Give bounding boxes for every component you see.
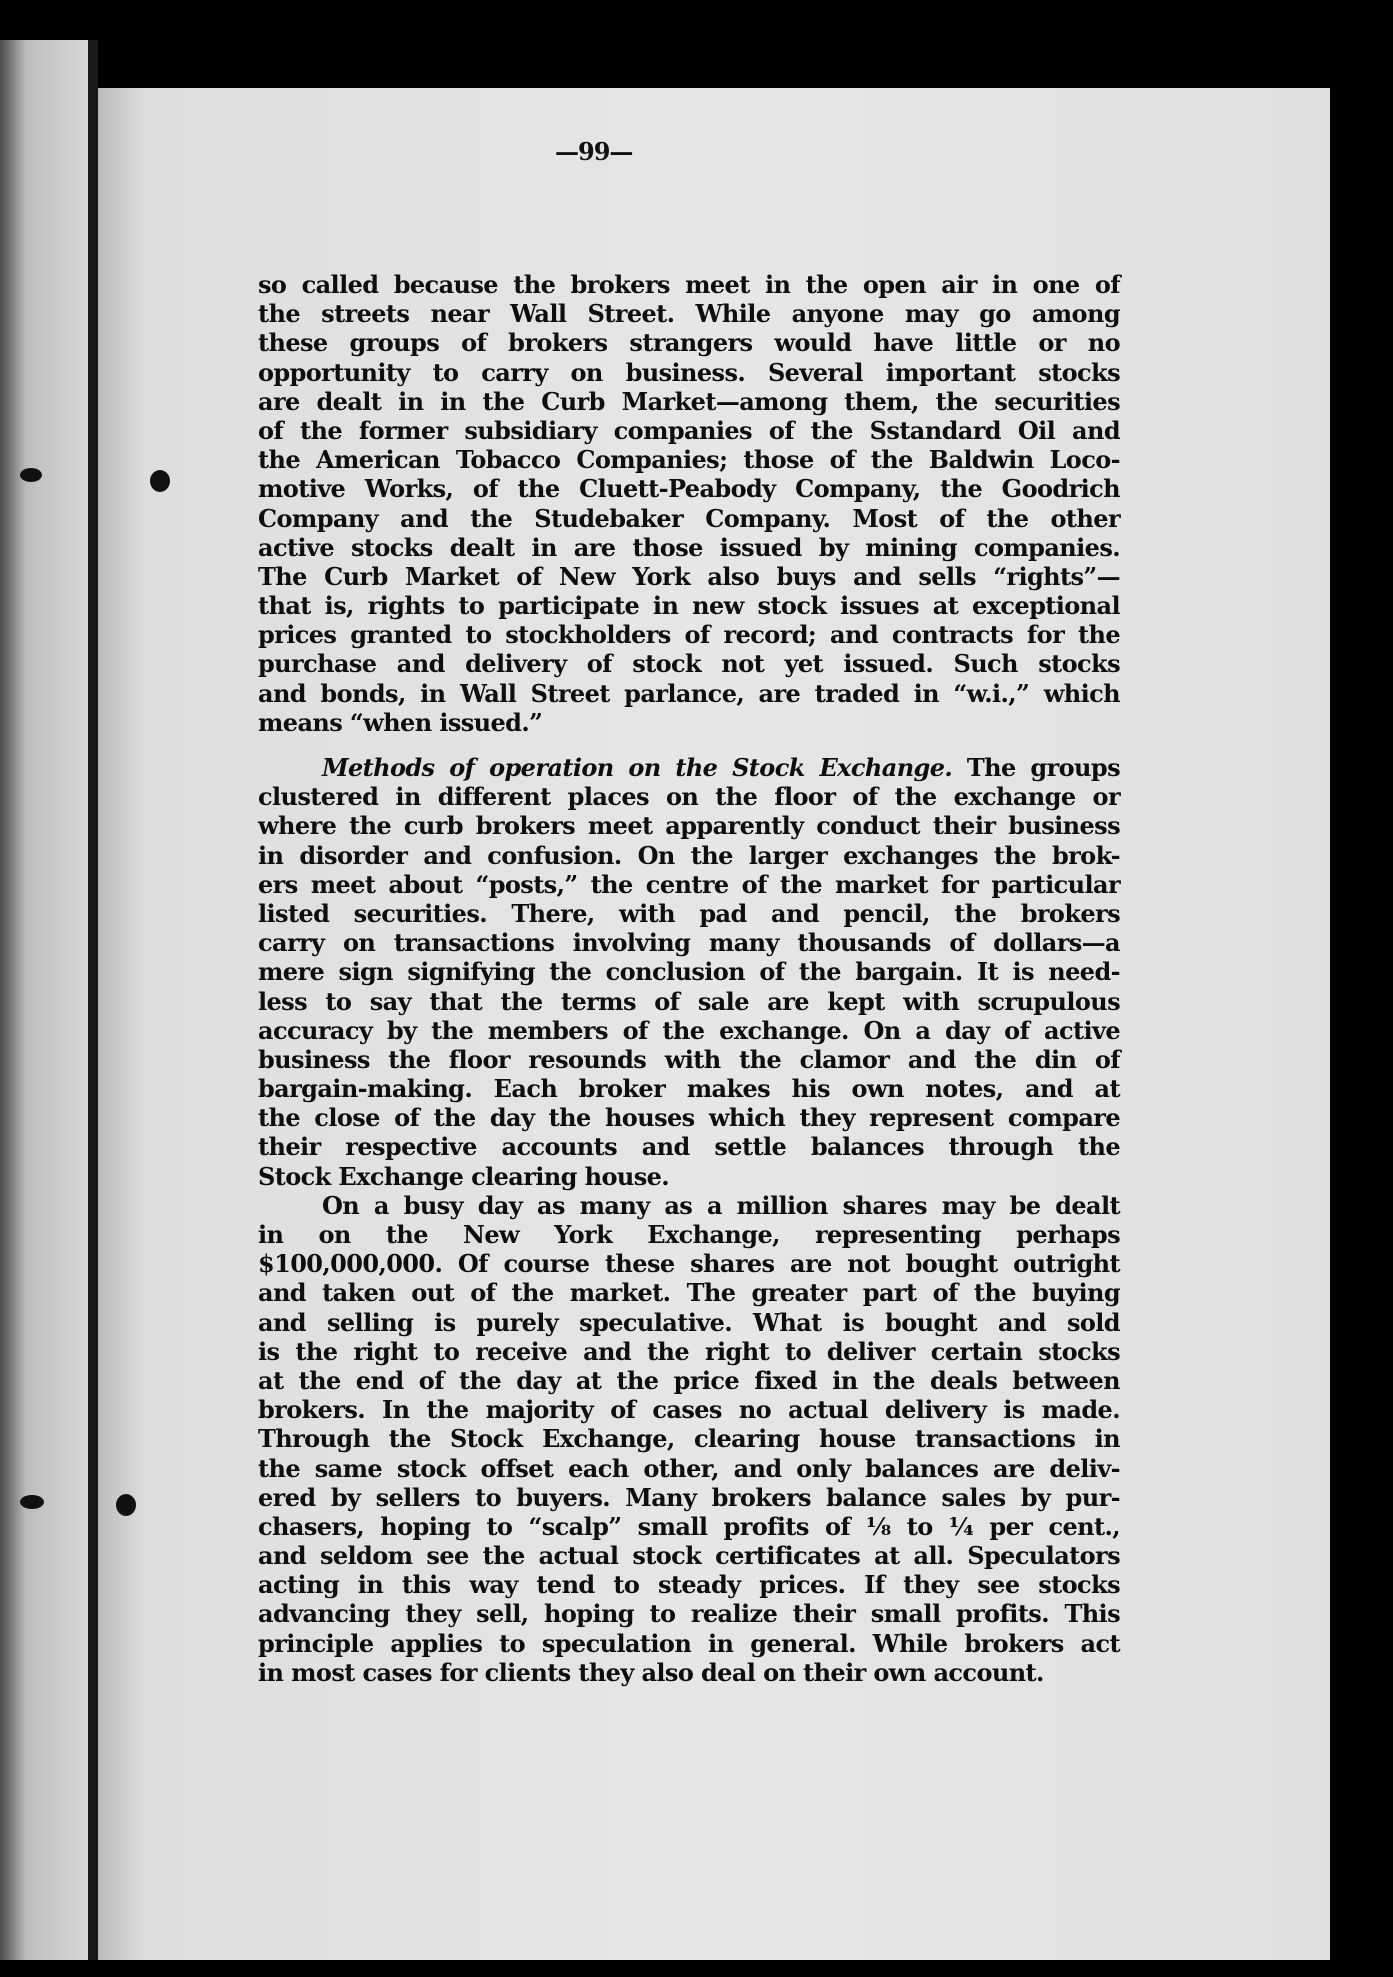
text-line: and seldom see the actual stock certificates at all. Speculators	[258, 1541, 1120, 1571]
text-line: the same stock offset each other, and only balances are deliv-	[258, 1453, 1120, 1483]
text-line: Company and the Studebaker Company. Most of the other	[258, 503, 1120, 533]
text-line: that is, rights to participate in new stock issues at exceptional	[258, 591, 1120, 621]
punch-hole-mark	[20, 468, 42, 482]
text-line: ered by sellers to buyers. Many brokers balance sales by pur-	[258, 1482, 1120, 1512]
text-line: mere sign signifying the conclusion of the bargain. It is need-	[258, 957, 1120, 987]
text-line: listed securities. There, with pad and pencil, the brokers	[258, 898, 1120, 928]
text-line: in disorder and confusion. On the larger exchanges the brok-	[258, 840, 1120, 870]
text-line: purchase and delivery of stock not yet issued. Such stocks	[258, 649, 1120, 679]
paragraph-gap	[258, 737, 1120, 753]
text-line: less to say that the terms of sale are kept with scrupulous	[258, 986, 1120, 1016]
text-line: of the former subsidiary companies of the Sstandard Oil and	[258, 415, 1120, 445]
text-line: so called because the brokers meet in the open air in one of	[258, 270, 1120, 299]
text-line: the streets near Wall Street. While anyone may go among	[258, 299, 1120, 329]
text-line: where the curb brokers meet apparently conduct their business	[258, 811, 1120, 841]
section-heading: Methods of operation on the Stock Exchange.	[322, 753, 953, 782]
binding-gutter	[88, 40, 98, 1960]
text-line: brokers. In the majority of cases no actual delivery is made.	[258, 1395, 1120, 1425]
text-line: and taken out of the market. The greater part of the buying	[258, 1278, 1120, 1308]
text-line: On a busy day as many as a million shares may be dealt	[322, 1190, 1120, 1220]
text-line	[258, 753, 1120, 782]
text-line: at the end of the day at the price fixed in the deals between	[258, 1365, 1120, 1395]
text-line: is the right to receive and the right to deliver certain stocks	[258, 1336, 1120, 1366]
page-number: —99—	[555, 137, 633, 166]
text-line: in most cases for clients they also deal on their own account.	[258, 1657, 1044, 1687]
text-line: these groups of brokers strangers would have little or no	[258, 328, 1120, 358]
text-line: acting in this way tend to steady prices. If they see stocks	[258, 1570, 1120, 1600]
text-line: The Curb Market of New York also buys and sells “rights”—	[258, 561, 1120, 591]
heading-line-rest: The groups	[952, 753, 1120, 782]
text-line: accuracy by the members of the exchange. On a day of active	[258, 1015, 1120, 1045]
paragraph	[258, 270, 1120, 737]
text-line: active stocks dealt in are those issued by mining companies.	[258, 532, 1120, 562]
text-line: $100,000,000. Of course these shares are not bought outright	[258, 1249, 1120, 1279]
punch-hole-mark	[150, 470, 170, 492]
text-line: prices granted to stockholders of record; and contracts for the	[258, 620, 1120, 650]
text-line: means “when issued.”	[258, 707, 543, 737]
text-line: principle applies to speculation in general. While brokers act	[258, 1628, 1120, 1658]
text-line: ers meet about “posts,” the centre of the market for particular	[258, 869, 1120, 899]
text-line: bargain-making. Each broker makes his own notes, and at	[258, 1074, 1120, 1104]
text-line: carry on transactions involving many thousands of dollars—a	[258, 928, 1120, 958]
text-line: motive Works, of the Cluett-Peabody Company, the Goodrich	[258, 474, 1120, 504]
paragraph	[258, 1191, 1120, 1687]
punch-hole-mark	[20, 1495, 44, 1509]
text-line: Stock Exchange clearing house.	[258, 1161, 670, 1191]
text-line: Through the Stock Exchange, clearing house transactions in	[258, 1424, 1120, 1454]
text-line: chasers, hoping to “scalp” small profits of ⅛ to ¼ per cent.,	[258, 1511, 1120, 1541]
text-line: clustered in different places on the floor of the exchange or	[258, 782, 1120, 812]
text-line: and selling is purely speculative. What is bought and sold	[258, 1307, 1120, 1337]
left-page-edge	[0, 40, 88, 1960]
punch-hole-mark	[116, 1494, 136, 1516]
text-line: their respective accounts and settle balances through the	[258, 1132, 1120, 1162]
text-line: and bonds, in Wall Street parlance, are traded in “w.i.,” which	[258, 678, 1120, 708]
paragraph	[258, 753, 1120, 1191]
text-line: business the floor resounds with the clamor and the din of	[258, 1044, 1120, 1074]
text-line: the American Tobacco Companies; those of the Baldwin Loco-	[258, 445, 1120, 475]
text-line: the close of the day the houses which they represent compare	[258, 1103, 1120, 1133]
text-line: in on the New York Exchange, representing perhaps	[258, 1220, 1120, 1249]
text-line: advancing they sell, hoping to realize their small profits. This	[258, 1599, 1120, 1629]
body-text	[258, 270, 1120, 1687]
text-line: are dealt in in the Curb Market—among them, the securities	[258, 386, 1120, 416]
text-line: opportunity to carry on business. Several important stocks	[258, 357, 1120, 387]
